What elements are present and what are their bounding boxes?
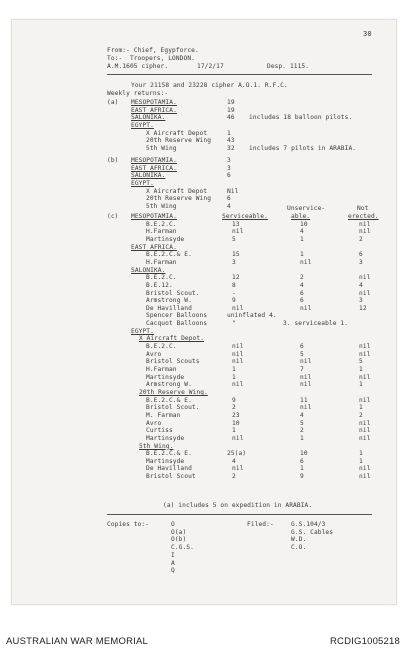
section-b-row-value: 6 xyxy=(227,195,231,203)
footer-reference: RCDIG1005218 xyxy=(330,636,400,647)
section-c-row-name: B.E.2.C.& E. xyxy=(146,450,192,458)
section-c-row-name: Armstrong W. xyxy=(146,381,192,389)
section-c-serviceable: 2 xyxy=(232,473,236,481)
section-c-unserviceable: 7 xyxy=(300,366,304,373)
section-c-heading: MESOPOTAMIA. xyxy=(131,213,177,220)
section-b-row-name: 20th Reserve Wing xyxy=(146,195,212,203)
section-c-not-erected: 6 xyxy=(359,251,363,259)
section-b-row-name: MESOPOTAMIA. xyxy=(131,157,177,164)
section-c-not-erected: 5 xyxy=(359,358,363,366)
section-c-serviceable: nil xyxy=(232,350,244,358)
section-c-row-name: Armstrong W. xyxy=(146,297,192,305)
section-c-serviceable: nil xyxy=(232,434,244,442)
section-c-serviceable: 8 xyxy=(232,281,236,289)
section-b-label: (b) xyxy=(107,157,119,164)
section-c-row-name: Martinsyde xyxy=(146,457,185,465)
section-c-unserviceable: nil xyxy=(300,373,312,381)
section-a-row-name: 5th Wing xyxy=(146,144,177,152)
section-c-row-name: Martinsyde xyxy=(146,373,185,381)
section-c-unserviceable: nil xyxy=(300,304,312,312)
section-c-not-erected: 4 xyxy=(359,281,363,289)
section-c-serviceable: nil xyxy=(232,358,244,366)
section-c-unserviceable: 5 xyxy=(300,350,304,358)
filed-label: Filed:- xyxy=(247,521,274,528)
section-a-label: (a) xyxy=(107,99,119,106)
section-c-row-name: Bristol Scout. xyxy=(146,404,200,412)
section-a-row-note: includes 7 pilots in ARABIA. xyxy=(249,144,357,152)
section-c-not-erected: nil xyxy=(359,427,371,435)
section-c-serviceable: 1 xyxy=(232,427,236,435)
section-c-heading: 5th Wing. xyxy=(139,442,174,450)
section-c-serviceable: - xyxy=(232,289,236,297)
section-c-not-erected: nil xyxy=(359,220,371,228)
section-c-serviceable: 10 xyxy=(232,419,240,427)
section-c-serviceable: 1 xyxy=(232,366,236,373)
section-c-not-erected: 3 xyxy=(359,297,363,305)
section-c-serviceable: 13 xyxy=(232,220,240,228)
section-c-serviceable: 2 xyxy=(232,404,236,412)
section-c-row-name: B.E.12. xyxy=(146,281,173,289)
section-c-row-name: Avro xyxy=(146,350,162,358)
section-a-row-value: 43 xyxy=(227,137,235,145)
section-b-row-value: 3 xyxy=(227,157,231,164)
section-c-heading: SALONIKA. xyxy=(131,266,166,274)
section-c-not-erected: 1 xyxy=(359,404,363,412)
section-a-row-value: 32 xyxy=(227,144,235,152)
section-c-serviceable: 23 xyxy=(232,411,240,419)
section-c-unserviceable: 6 xyxy=(300,457,304,465)
section-c-not-erected: nil xyxy=(359,396,371,404)
section-c-not-erected: nil xyxy=(359,289,371,297)
section-c-unserviceable: 1 xyxy=(300,235,304,243)
section-c-row-name: B.E.2.C. xyxy=(146,343,177,351)
header-rule xyxy=(107,74,372,75)
copies-recipient: O(a) xyxy=(171,528,187,536)
section-c-not-erected: 1 xyxy=(359,450,363,458)
section-c-not-erected: 2 xyxy=(359,235,363,243)
section-c-row-name: Bristol Scout. xyxy=(146,289,200,297)
section-c-unserviceable: 4 xyxy=(300,281,304,289)
section-c-row-name: M. Farman xyxy=(146,411,181,419)
section-c-row-name: Avro xyxy=(146,419,162,427)
copies-recipient: I xyxy=(171,551,175,559)
section-c-not-erected: nil xyxy=(359,343,371,351)
section-c-not-erected: 1 xyxy=(359,457,363,465)
section-c-unserviceable: nil xyxy=(300,358,312,366)
copies-recipient: O(b) xyxy=(171,536,187,544)
section-c-unserviceable: 10 xyxy=(300,220,308,228)
section-b-row-name: EAST AFRICA. xyxy=(131,164,177,172)
copies-recipient: C.G.S. xyxy=(171,544,194,552)
section-a-row-name: EAST AFRICA. xyxy=(131,106,177,114)
section-c-serviceable: nil xyxy=(232,228,244,236)
section-c-not-erected: nil xyxy=(359,228,371,236)
copies-recipient: A xyxy=(171,559,175,567)
section-c-unserviceable: 9 xyxy=(300,473,304,481)
section-c-row-name: Bristol Scouts xyxy=(146,358,200,366)
section-c-row-name: Martinsyde xyxy=(146,434,185,442)
section-a-row-name: MESOPOTAMIA. xyxy=(131,99,177,106)
section-a-row-note: includes 18 balloon pilots. xyxy=(249,114,353,122)
header-ref: A.M.1605 cipher. xyxy=(107,63,169,70)
section-c-unserviceable: 11 xyxy=(300,396,308,404)
section-c-row-name: Bristol Scout xyxy=(146,473,196,481)
section-c-not-erected: nil xyxy=(359,465,371,473)
section-a-row-value: 1 xyxy=(227,129,231,137)
page-number: 30 xyxy=(363,30,372,38)
section-a-row-name: EGYPT. xyxy=(131,121,154,129)
section-b-row-name: X Aircraft Depot xyxy=(146,187,208,195)
section-c-row-name: Martinsyde xyxy=(146,235,185,243)
section-c-not-erected: 1 xyxy=(359,381,363,389)
column-header-able: able. xyxy=(291,213,311,220)
footer-source: AUSTRALIAN WAR MEMORIAL xyxy=(6,636,149,647)
section-b-row-value: 6 xyxy=(227,172,231,180)
section-a-row-value: 19 xyxy=(227,106,235,114)
section-c-not-erected: nil xyxy=(359,274,371,282)
header-date: 17/2/17 xyxy=(197,63,224,70)
section-b-row-value: 4 xyxy=(227,202,231,210)
section-c-unserviceable: 2 xyxy=(300,274,304,282)
section-c-row-name: B.E.2.C.& E. xyxy=(146,396,192,404)
section-c-unserviceable: nil xyxy=(300,381,312,389)
section-c-row-name: H.Farman xyxy=(146,228,177,236)
section-c-unserviceable: 2 xyxy=(300,427,304,435)
section-c-serviceable: 15 xyxy=(232,251,240,259)
section-c-row-name: B.E.2.C. xyxy=(146,274,177,282)
section-c-serviceable: uninflated 4. xyxy=(227,312,277,320)
header-from: From:- Chief, Egypforce. xyxy=(107,47,199,54)
copies-label: Copies to:- xyxy=(107,521,150,528)
section-a-row-value: 19 xyxy=(227,99,235,106)
section-c-unserviceable: 4 xyxy=(300,228,304,236)
section-c-not-erected: nil xyxy=(359,434,371,442)
section-b-row-value: Nil xyxy=(227,187,239,195)
section-b-row-name: 5th Wing xyxy=(146,202,177,210)
section-b-row-name: EGYPT. xyxy=(131,179,154,187)
filed-reference: W.D. xyxy=(291,536,307,544)
section-c-row-name: B.E.2.C.& E. xyxy=(146,251,192,259)
section-c-row-name: De Havilland xyxy=(146,465,192,473)
section-c-row-name: Spencer Balloons xyxy=(146,312,208,320)
section-c-serviceable: nil xyxy=(232,343,244,351)
section-c-serviceable: 4 xyxy=(232,457,236,465)
filed-reference: G.S. Cables xyxy=(291,528,334,536)
section-c-serviceable: 9 xyxy=(232,396,236,404)
column-header-erected: erected. xyxy=(348,213,379,220)
intro-line-2: Weekly returns:- xyxy=(107,90,169,97)
header-to: To:- Troopers, LONDON. xyxy=(107,55,195,62)
copies-recipient: O xyxy=(171,521,175,528)
section-c-row-name: H.Farman xyxy=(146,366,177,373)
section-c-label: (c) xyxy=(107,213,119,220)
filed-reference: G.S.104/3 xyxy=(291,521,326,528)
section-c-row-name: H.Farman xyxy=(146,258,177,266)
section-a-row-name: SALONIKA. xyxy=(131,114,166,122)
section-c-serviceable: 25(a) xyxy=(227,450,247,458)
section-c-unserviceable: 5 xyxy=(300,419,304,427)
section-c-serviceable: nil xyxy=(232,381,244,389)
section-c-serviceable: 3 xyxy=(232,258,236,266)
section-a-row-value: 46 xyxy=(227,114,235,122)
section-c-unserviceable: 1 xyxy=(300,465,304,473)
section-c-not-erected: 12 xyxy=(359,304,367,312)
section-c-unserviceable: nil xyxy=(300,404,312,412)
section-c-not-erected: 1 xyxy=(359,366,363,373)
section-b-row-value: 3 xyxy=(227,164,231,172)
section-c-unserviceable: 6 xyxy=(300,343,304,351)
footnote: (a) includes 5 on expedition in ARABIA. xyxy=(163,502,313,509)
section-c-unserviceable: 6 xyxy=(300,289,304,297)
section-c-row-name: Curtiss xyxy=(146,427,173,435)
section-c-unserviceable: 1 xyxy=(300,434,304,442)
section-c-unserviceable: 4 xyxy=(300,411,304,419)
copies-recipient: Q xyxy=(171,567,175,575)
section-c-heading: EGYPT. xyxy=(131,327,154,335)
column-header-serviceable: Serviceable. xyxy=(222,213,268,220)
section-c-serviceable: nil xyxy=(232,304,244,312)
section-c-unserviceable: nil xyxy=(300,258,312,266)
filed-reference: C.O. xyxy=(291,544,307,552)
section-c-not-erected: 3 xyxy=(359,258,363,266)
section-c-not-erected: nil xyxy=(359,350,371,358)
section-a-row-name: 20th Reserve Wing xyxy=(146,137,212,145)
section-c-heading: X Aircraft Depot. xyxy=(139,335,205,343)
section-c-unserviceable: 3. serviceable 1. xyxy=(283,320,349,328)
section-c-unserviceable: 1 xyxy=(300,251,304,259)
section-c-heading: EAST AFRICA. xyxy=(131,243,177,251)
section-c-serviceable: 9 xyxy=(232,297,236,305)
footnote-rule xyxy=(107,514,372,515)
section-c-row-name: Cacquot Balloons xyxy=(146,320,208,328)
section-c-serviceable: 5 xyxy=(232,235,236,243)
section-a-row-name: X Aircraft Depot xyxy=(146,129,208,137)
section-c-serviceable: nil xyxy=(232,465,244,473)
section-c-serviceable: 12 xyxy=(232,274,240,282)
section-c-heading: 20th Reserve Wing. xyxy=(139,388,208,396)
intro-line-1: Your 21158 and 23228 cipher A.O.1. R.F.C. xyxy=(131,82,288,89)
section-c-unserviceable: 10 xyxy=(300,450,308,458)
section-c-not-erected: nil xyxy=(359,473,371,481)
section-c-not-erected: nil xyxy=(359,373,371,381)
section-c-row-name: De Havilland xyxy=(146,304,192,312)
header-desp: Desp. 1115. xyxy=(267,63,310,70)
column-header-not-erected: Not xyxy=(357,205,369,212)
section-c-serviceable: 1 xyxy=(232,373,236,381)
section-c-unserviceable: 6 xyxy=(300,297,304,305)
column-header-unserviceable: Unservice- xyxy=(287,205,326,212)
section-c-row-name: B.E.2.C. xyxy=(146,220,177,228)
section-c-not-erected: nil xyxy=(359,419,371,427)
section-c-not-erected: 2 xyxy=(359,411,363,419)
section-b-row-name: SALONIKA. xyxy=(131,172,166,180)
section-c-serviceable: " xyxy=(232,320,236,328)
